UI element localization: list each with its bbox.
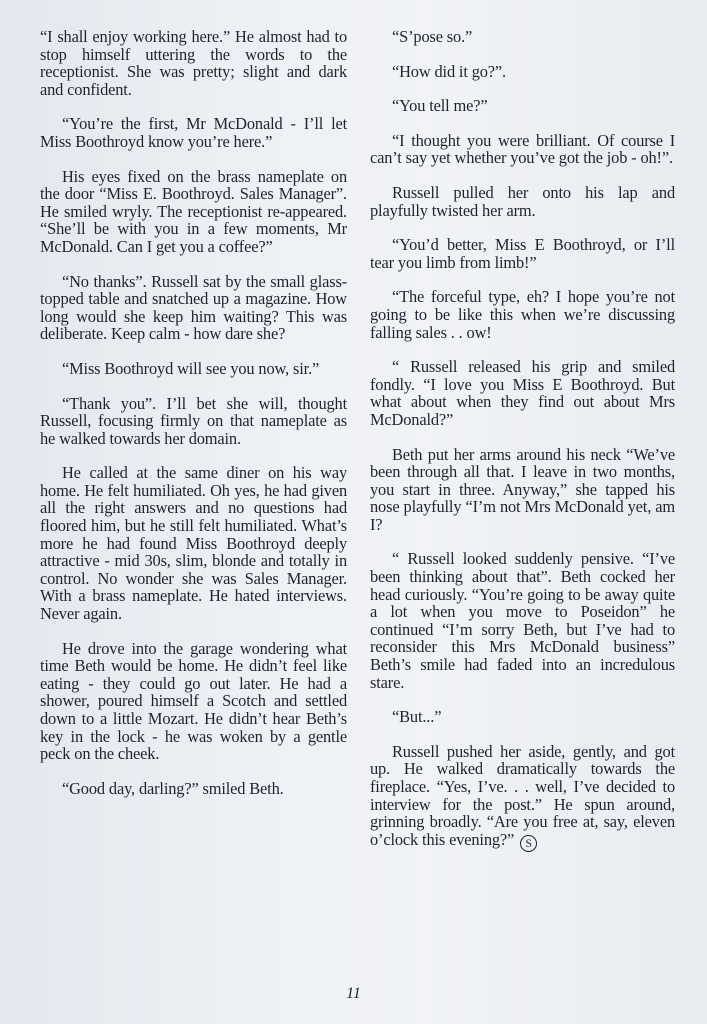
left-text-column	[40, 28, 347, 797]
paragraph: “You’d better, Miss E Boothroyd, or I’ll tear you limb from limb!”	[370, 235, 675, 272]
end-mark-icon: S	[520, 835, 537, 852]
paragraph: He drove into the garage wondering what time Beth would be home. He didn’t feel like eating - they could go out later. He had a shower, poured himself a Scotch and settled down to a little Mozart. He didn’t hear Beth’s key in the lock - he was woken by a gentle peck on the cheek.	[40, 638, 347, 764]
paragraph: “How did it go?”.	[392, 61, 506, 81]
paragraph: Russell pulled her onto his lap and playfully twisted her arm.	[370, 182, 675, 220]
paragraph: “Thank you”. I’ll bet she will, thought Russell, focusing firmly on that nameplate as he walked towards her domain.	[40, 393, 347, 448]
paragraph: “I shall enjoy working here.” He almost had to stop himself uttering the words to the receptionist. She was pretty; slight and dark and confident.	[40, 27, 347, 99]
paragraph: “Miss Boothroyd will see you now, sir.”	[62, 358, 320, 378]
paragraph: He called at the same diner on his way home. He felt humiliated. Oh yes, he had given all the right answers and no questions had floored him, but he still felt humiliated. What’s more he had found Miss Boothroyd deeply attractive - mid 30s, slim, blonde and totally in control. No wonder she was Sales Manager. With a brass nameplate. He hated interviews. Never again.	[40, 463, 347, 624]
final-paragraph-text: Russell pushed her aside, gently, and got up. He walked dramatically towards the fireplace. “Yes, I’ve. . . well, I’ve decided to interview for the post.” He spun around, grinning broadly. “Are you free at, say, eleven o’clock this evening?”	[370, 741, 675, 849]
paragraph: “I thought you were brilliant. Of course I can’t say yet whether you’ve got the job - oh!”.	[370, 130, 675, 168]
paragraph: His eyes fixed on the brass nameplate on the door “Miss E. Boothroyd. Sales Manager”. He smiled wryly. The receptionist re-appeared. “She’ll be with you in a few moments, Mr McDonald. Can I get you a coffee?”	[40, 166, 347, 256]
paragraph: “You tell me?”	[392, 96, 488, 116]
paragraph: “The forceful type, eh? I hope you’re not going to be like this when we’re discussing falling sales . . ow!	[370, 287, 675, 342]
paragraph: “No thanks”. Russell sat by the small glass-topped table and snatched up a magazine. How long would she keep him waiting? This was deliberate. Keep calm - how dare she?	[40, 271, 347, 344]
paragraph: “ Russell looked suddenly pensive. “I’ve been thinking about that”. Beth cocked her head curiously. “You’re going to be away quite a lot when you move to Poseidon” he continued “I’m sorry Beth, but I’ve had to reconsider this Mrs McDonald business” Beth’s smile had faded into an incredulous stare.	[370, 549, 675, 692]
paragraph: “You’re the first, Mr McDonald - I’ll let Miss Boothroyd know you’re here.”	[40, 114, 347, 151]
paragraph: “Good day, darling?” smiled Beth.	[62, 778, 284, 798]
paragraph: Beth put her arms around his neck “We’ve been through all that. I leave in two months, you start in three. Anyway,” she tapped his nose playfully “I’m not Mrs McDonald yet, am I?	[370, 444, 675, 534]
paragraph: “But...”	[392, 707, 442, 727]
right-text-column	[370, 28, 675, 852]
page-number: 11	[346, 985, 361, 1002]
paragraph: “ Russell released his grip and smiled fondly. “I love you Miss E Boothroyd. But what about when they find out about Mrs McDonald?”	[370, 357, 675, 429]
paragraph: “S’pose so.”	[392, 27, 473, 46]
final-paragraph	[370, 743, 675, 852]
